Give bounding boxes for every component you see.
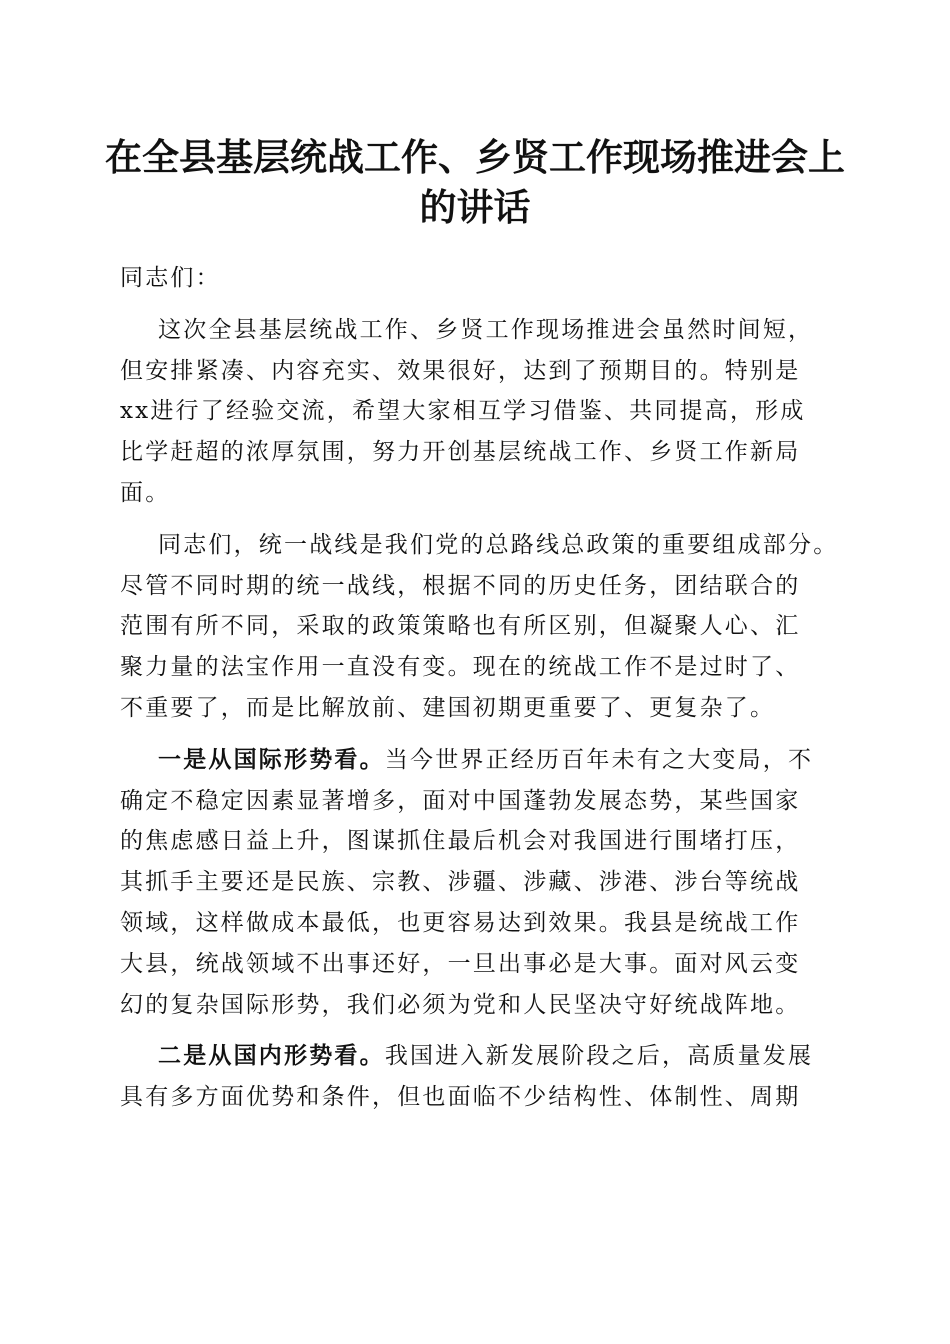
paragraph-line: 同志们，统一战线是我们党的总路线总政策的重要组成部分。 bbox=[158, 531, 839, 558]
paragraph-line: 比学赶超的浓厚氛围，努力开创基层统战工作、乡贤工作新局 bbox=[120, 439, 801, 466]
paragraph-line: 面。 bbox=[120, 479, 171, 506]
paragraph-line: 但安排紧凑、内容充实、效果很好，达到了预期目的。特别是 bbox=[120, 357, 801, 384]
paragraph-line: 这次全县基层统战工作、乡贤工作现场推进会虽然时间短， bbox=[158, 316, 814, 343]
paragraph-line: 具有多方面优势和条件，但也面临不少结构性、体制性、周期 bbox=[120, 1084, 801, 1111]
paragraph-line: 幻的复杂国际形势，我们必须为党和人民坚决守好统战阵地。 bbox=[120, 991, 801, 1018]
paragraph-line: 范围有所不同，采取的政策策略也有所区别，但凝聚人心、汇 bbox=[120, 613, 801, 640]
paragraph-line: 不重要了，而是比解放前、建国初期更重要了、更复杂了。 bbox=[120, 694, 776, 721]
paragraph-line: 的焦虑感日益上升，图谋抓住最后机会对我国进行围堵打压， bbox=[120, 828, 801, 855]
paragraph-lead-rest: 我国进入新发展阶段之后，高质量发展 bbox=[384, 1043, 814, 1070]
paragraph-line: 领域，这样做成本最低，也更容易达到效果。我县是统战工作 bbox=[120, 909, 801, 936]
paragraph-line: 大县，统战领域不出事还好，一旦出事必是大事。面对风云变 bbox=[120, 950, 801, 977]
salutation: 同志们： bbox=[120, 265, 221, 291]
paragraph-4 bbox=[120, 1036, 840, 1118]
paragraph-line: 确定不稳定因素显著增多，面对中国蓬勃发展态势，某些国家 bbox=[120, 787, 801, 814]
paragraph-lead-rest: 当今世界正经历百年未有之大变局，不 bbox=[384, 746, 814, 773]
title-line-1: 在全县基层统战工作、乡贤工作现场推进会上 bbox=[105, 135, 845, 179]
paragraph-lead: 二是从国内形势看。 bbox=[158, 1042, 385, 1070]
document-body bbox=[120, 258, 840, 1118]
paragraph-1 bbox=[120, 310, 840, 514]
paragraph-3 bbox=[120, 740, 840, 1026]
paragraph-2 bbox=[120, 525, 840, 729]
paragraph-line: xx进行了经验交流，希望大家相互学习借鉴、共同提高，形成 bbox=[120, 398, 806, 425]
paragraph-lead: 一是从国际形势看。 bbox=[158, 745, 385, 773]
paragraph-line: 聚力量的法宝作用一直没有变。现在的统战工作不是过时了、 bbox=[120, 654, 801, 681]
paragraph-line: 尽管不同时期的统一战线，根据不同的历史任务，团结联合的 bbox=[120, 572, 801, 599]
paragraph-first-line bbox=[120, 740, 840, 781]
title-line-2: 的讲话 bbox=[419, 185, 531, 229]
paragraph-line: 其抓手主要还是民族、宗教、涉疆、涉藏、涉港、涉台等统战 bbox=[120, 869, 801, 896]
paragraph-first-line bbox=[120, 1036, 840, 1077]
document-title bbox=[100, 132, 850, 232]
